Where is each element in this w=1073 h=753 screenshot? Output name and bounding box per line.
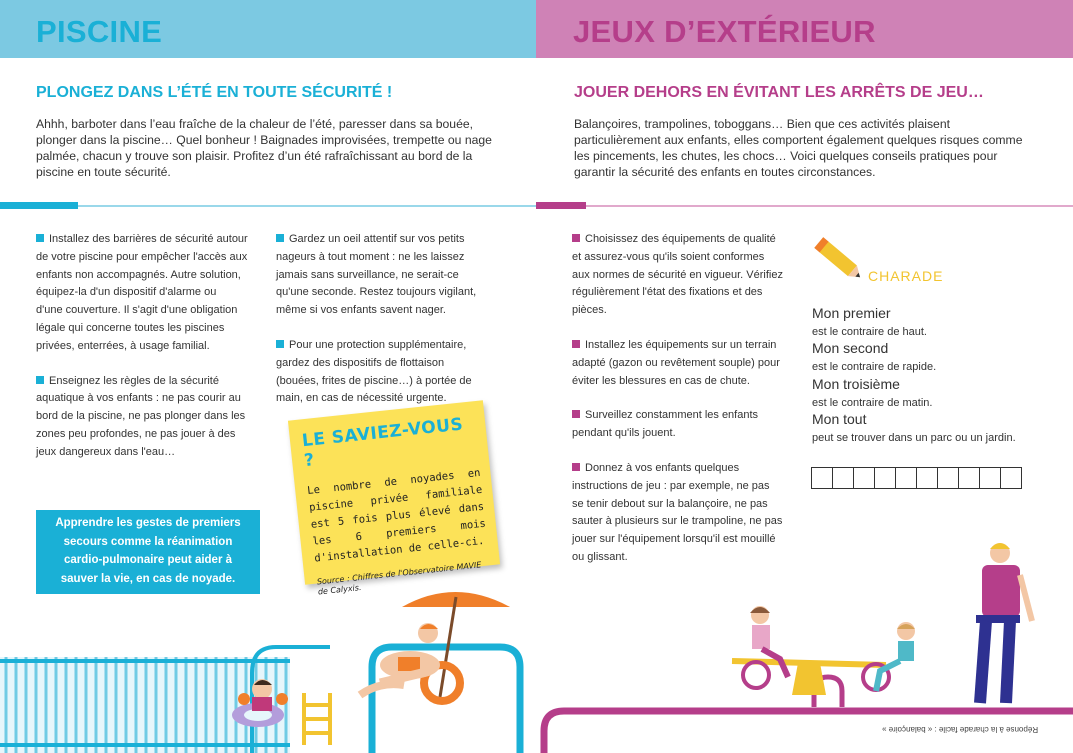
charade-line: Mon troisième (812, 376, 900, 392)
pool-intro-line: Ahhh, barboter dans l’eau fraîche de la chaleur de l’été, paresser dans sa bouée, (36, 117, 474, 131)
pool-header-band (0, 0, 536, 58)
pool-page (0, 0, 536, 753)
charade-line: Mon premier (812, 305, 891, 321)
charade-clue: peut se trouver dans un parc ou un jardin. (812, 432, 1016, 444)
did-you-know-title: LE SAVIEZ-VOUS ? (301, 414, 465, 472)
games-header-band (536, 0, 1073, 58)
boy-on-seesaw-icon (876, 622, 915, 691)
pool-tips-col-1 (36, 231, 266, 479)
charade-title: CHARADE (868, 268, 944, 284)
answer-cell[interactable] (937, 467, 959, 489)
outdoor-games-page (536, 0, 1073, 753)
pool-subtitle: PLONGEZ DANS L’ÉTÉ EN TOUTE SÉCURITÉ ! (36, 84, 393, 101)
bullet-icon (36, 376, 44, 384)
bullet-icon (572, 234, 580, 242)
answer-cell[interactable] (1000, 467, 1022, 489)
supervising-adult-icon (976, 543, 1032, 703)
girl-on-seesaw-icon (750, 606, 788, 677)
charade-answer-grid[interactable] (811, 467, 1021, 489)
pool-tip-floats: Pour une protection supplémentaire, gardez des dispositifs de flottaison (bouées, frites de piscine…) à portée de main, en cas de nécessité urgente. (276, 338, 472, 405)
bullet-icon (572, 410, 580, 418)
pencil-icon (810, 234, 866, 286)
pool-intro-line: piscine en toute sécurité. (36, 165, 171, 179)
charade-clue: est le contraire de haut. (812, 326, 927, 338)
answer-cell[interactable] (853, 467, 875, 489)
pool-tip-rules: Enseignez les règles de la sécurité aquatique à vos enfants : ne pas courir au bord de la piscine, ne pas plonger dans les zones peu profondes, ne pas jouer à des jeux dangereux dans l'eau… (36, 374, 246, 458)
answer-cell[interactable] (832, 467, 854, 489)
games-tip-ground: Installez les équipements sur un terrain adapté (gazon ou revêtement souple) pour éviter les blessures en cas de chute. (572, 338, 780, 387)
first-aid-callout: Apprendre les gestes de premiers secours comme la réanimation cardio-pulmonaire peut aider à sauver la vie, en cas de noyade. (36, 510, 260, 594)
pool-title: PISCINE (36, 14, 163, 49)
answer-cell[interactable] (958, 467, 980, 489)
charade-line: Mon second (812, 340, 889, 356)
pool-tip-watch: Gardez un oeil attentif sur vos petits nageurs à tout moment : ne les laissez jamais sans surveillance, ne serait-ce qu'une seconde. Restez toujours vigilant, même si vos enfants savent nager. (276, 233, 477, 317)
charade-answer-upside-down: Réponse à la charade facile : « balançoire » (882, 725, 1039, 734)
bullet-icon (276, 234, 284, 242)
answer-cell[interactable] (811, 467, 833, 489)
games-divider-accent (536, 202, 586, 209)
games-tip-supervise: Surveillez constamment les enfants pendant qu'ils jouent. (572, 409, 759, 440)
answer-cell[interactable] (979, 467, 1001, 489)
games-divider-line (586, 205, 1073, 207)
games-tips-col (572, 231, 804, 584)
charade-line: Mon tout (812, 411, 867, 427)
playground-scene-illustration (536, 535, 1073, 753)
games-tip-quality: Choisissez des équipements de qualité et assurez-vous qu'ils soient conformes aux normes de sécurité en vigueur. Vérifiez régulièrement l'état des fixations et des pièces. (572, 233, 783, 317)
answer-cell[interactable] (895, 467, 917, 489)
bullet-icon (572, 463, 580, 471)
pool-intro (36, 116, 506, 180)
did-you-know-note (288, 400, 500, 597)
games-intro-line: garantir la sécurité des enfants en toutes circonstances. (574, 165, 876, 179)
pool-scene-illustration (0, 585, 536, 753)
bullet-icon (36, 234, 44, 242)
games-tip-instructions: Donnez à vos enfants quelques instructions de jeu : par exemple, ne pas se tenir debout sur la balançoire, ne pas sauter à plusieurs sur le trampoline, ne pas jouer sur l'équipement lorsqu'il est mouillé ou glissant. (572, 461, 783, 563)
pool-divider-line (78, 205, 536, 207)
games-intro-line: particulièrement aux enfants, elles comportent également quelques risques comme (574, 133, 1023, 147)
bullet-icon (276, 340, 284, 348)
games-subtitle: JOUER DEHORS EN ÉVITANT LES ARRÊTS DE JEU… (574, 84, 984, 101)
charade-clue: est le contraire de matin. (812, 397, 933, 409)
ladder-icon (304, 693, 330, 745)
answer-cell[interactable] (874, 467, 896, 489)
pool-tip-barriers: Installez des barrières de sécurité autour de votre piscine pour empêcher l'accès aux enfants non accompagnés. Autre solution, équipez-la d'un dispositif d'alarme ou d'une couverture. Il s'agit d'une obligation légale qui concerne toutes les piscines privées, enterrées, à usage familial. (36, 233, 248, 352)
pool-divider-accent (0, 202, 78, 209)
answer-cell[interactable] (916, 467, 938, 489)
games-intro (574, 116, 1054, 180)
did-you-know-source: Source : Chiffres de l'Observatoire MAVIE de Calyxis. (316, 560, 482, 597)
bullet-icon (572, 340, 580, 348)
did-you-know-body: Le nombre de noyades en piscine privée familiale est 5 fois plus élevé dans les 6 premiers mois d'installation de celle-ci. (306, 466, 487, 565)
games-intro-line: Balançoires, trampolines, toboggans… Bien que ces activités plaisent (574, 117, 950, 131)
games-title: JEUX D’EXTÉRIEUR (573, 14, 876, 49)
pool-intro-line: palmée, chacun y trouve son plaisir. Profitez d’un été rafraîchissant au bord de la (36, 149, 473, 163)
games-intro-line: les pincements, les chutes, les chocs… Voici quelques conseils pratiques pour (574, 149, 998, 163)
charade-clue: est le contraire de rapide. (812, 361, 937, 373)
pool-intro-line: plonger dans la piscine… Quel bonheur ! Baignades improvisées, trempette ou nage (36, 133, 492, 147)
pool-tips-col-2 (276, 231, 490, 425)
seesaw-icon (732, 661, 889, 695)
